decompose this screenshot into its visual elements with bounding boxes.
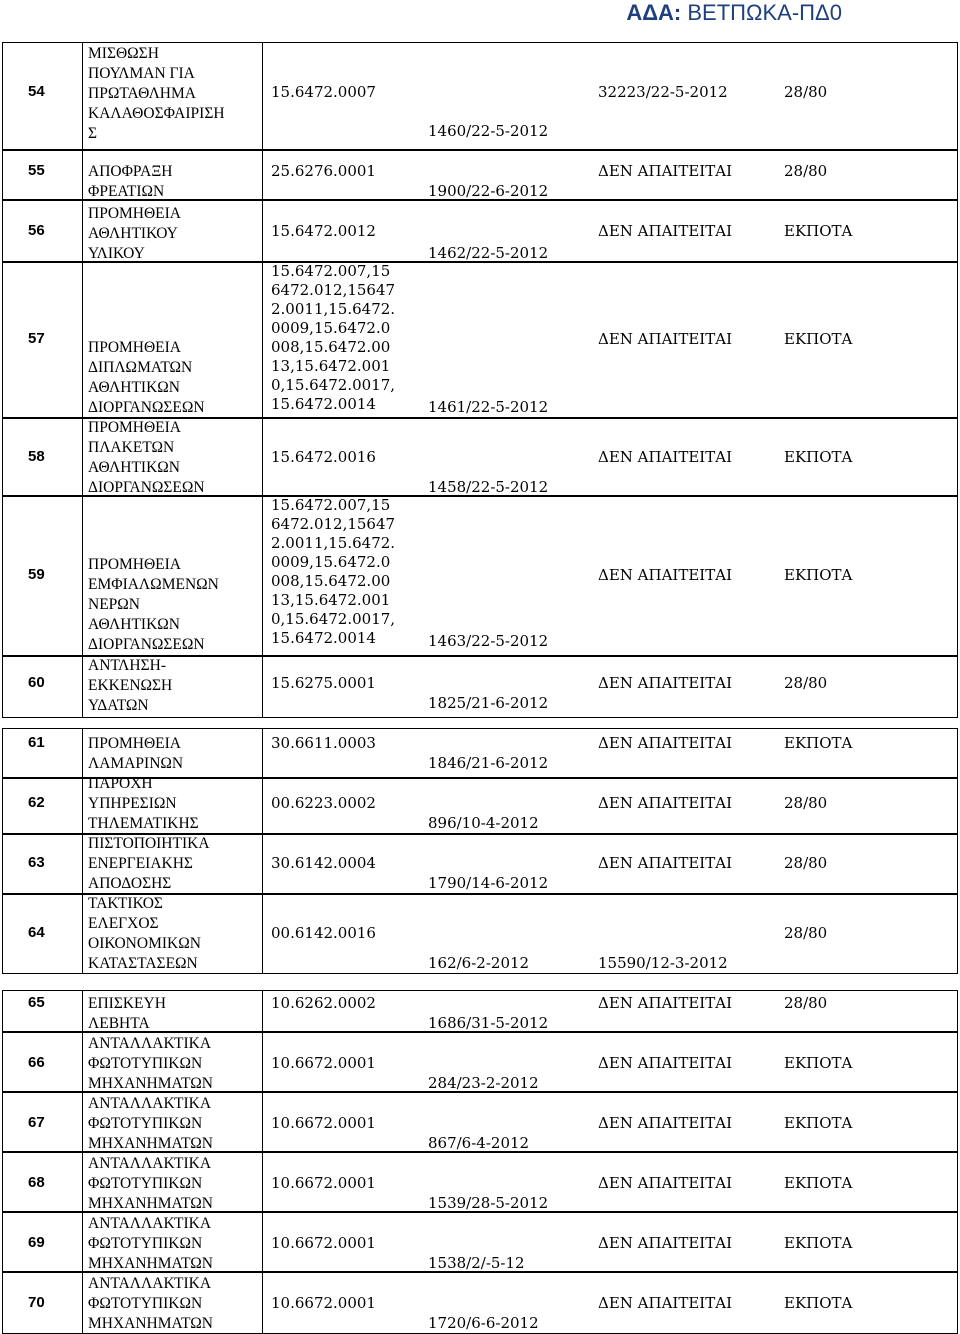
- row-number: 65: [28, 994, 45, 1011]
- row-number: 63: [28, 854, 45, 871]
- protocol-number: 1460/22-5-2012: [428, 122, 549, 140]
- status-value: ΕΚΠΟΤΑ: [784, 448, 853, 466]
- row-description: ΑΝΤΑΛΛΑΚΤΙΚΑ ΦΩΤΟΤΥΠΙΚΩΝ ΜΗΧΑΝΗΜΑΤΩΝ: [88, 1155, 213, 1212]
- decision-value: ΔΕΝ ΑΠΑΙΤΕΙΤΑΙ: [598, 854, 732, 872]
- decision-value: ΔΕΝ ΑΠΑΙΤΕΙΤΑΙ: [598, 1174, 732, 1192]
- protocol-number: 1458/22-5-2012: [428, 478, 549, 496]
- ada-value: ΒΕΤΠΩΚΑ-ΠΔ0: [687, 0, 842, 25]
- status-value: 28/80: [784, 854, 828, 872]
- decision-value: ΔΕΝ ΑΠΑΙΤΕΙΤΑΙ: [598, 1054, 732, 1072]
- budget-code: 10.6262.0002: [271, 994, 376, 1012]
- budget-code: 00.6142.0016: [271, 924, 376, 942]
- budget-code: 15.6472.007,15 6472.012,15647 2.0011,15.6472. 0009,15.6472.0 008,15.6472.00 13,15.6472.001 0,15.6472.0017, 15.6472.0014: [271, 496, 396, 647]
- row-number: 62: [28, 794, 45, 811]
- decision-value: ΔΕΝ ΑΠΑΙΤΕΙΤΑΙ: [598, 566, 732, 584]
- protocol-number: 1686/31-5-2012: [428, 1014, 549, 1032]
- decision-value: ΔΕΝ ΑΠΑΙΤΕΙΤΑΙ: [598, 162, 732, 180]
- budget-code: 10.6672.0001: [271, 1114, 376, 1132]
- ada-label: ΑΔΑ:: [626, 0, 682, 25]
- row-description: ΑΠΟΦΡΑΞΗ ΦΡΕΑΤΙΩΝ: [88, 163, 173, 200]
- decision-value: ΔΕΝ ΑΠΑΙΤΕΙΤΑΙ: [598, 794, 732, 812]
- protocol-number: 1463/22-5-2012: [428, 632, 549, 650]
- row-number: 70: [28, 1294, 45, 1311]
- row-description: ΑΝΤΑΛΛΑΚΤΙΚΑ ΦΩΤΟΤΥΠΙΚΩΝ ΜΗΧΑΝΗΜΑΤΩΝ: [88, 1215, 213, 1272]
- row-number: 55: [28, 162, 45, 179]
- status-value: 28/80: [784, 794, 828, 812]
- row-description: ΠΡΟΜΗΘΕΙΑ ΕΜΦΙΑΛΩΜΕΝΩΝ ΝΕΡΩΝ ΑΘΛΗΤΙΚΩΝ ΔΙΟΡΓΑΝΩΣΕΩΝ: [88, 556, 219, 653]
- budget-code: 15.6472.007,15 6472.012,15647 2.0011,15.6472. 0009,15.6472.0 008,15.6472.00 13,15.6472.001 0,15.6472.0017, 15.6472.0014: [271, 262, 396, 413]
- row-number: 60: [28, 674, 45, 691]
- budget-code: 15.6472.0016: [271, 448, 376, 466]
- decision-value: ΔΕΝ ΑΠΑΙΤΕΙΤΑΙ: [598, 994, 732, 1012]
- status-value: ΕΚΠΟΤΑ: [784, 1294, 853, 1312]
- row-description: ΠΡΟΜΗΘΕΙΑ ΔΙΠΛΩΜΑΤΩΝ ΑΘΛΗΤΙΚΩΝ ΔΙΟΡΓΑΝΩΣΕΩΝ: [88, 339, 205, 416]
- row-number: 56: [28, 222, 45, 239]
- status-value: ΕΚΠΟΤΑ: [784, 330, 853, 348]
- budget-code: 30.6611.0003: [271, 734, 376, 752]
- decision-value: 32223/22-5-2012: [598, 83, 728, 101]
- status-value: ΕΚΠΟΤΑ: [784, 222, 853, 240]
- protocol-number: 1462/22-5-2012: [428, 244, 549, 262]
- budget-code: 15.6472.0007: [271, 83, 376, 101]
- status-value: 28/80: [784, 83, 828, 101]
- decision-value: ΔΕΝ ΑΠΑΙΤΕΙΤΑΙ: [598, 222, 732, 240]
- row-number: 66: [28, 1054, 45, 1071]
- budget-code: 10.6672.0001: [271, 1054, 376, 1072]
- protocol-number: 1539/28-5-2012: [428, 1194, 549, 1212]
- decision-value: ΔΕΝ ΑΠΑΙΤΕΙΤΑΙ: [598, 1114, 732, 1132]
- protocol-number: 284/23-2-2012: [428, 1074, 539, 1092]
- status-value: ΕΚΠΟΤΑ: [784, 1174, 853, 1192]
- row-description: ΠΡΟΜΗΘΕΙΑ ΑΘΛΗΤΙΚΟΥ ΥΛΙΚΟΥ: [88, 205, 181, 262]
- budget-code: 25.6276.0001: [271, 162, 376, 180]
- row-number: 69: [28, 1234, 45, 1251]
- row-description: ΕΠΙΣΚΕΥΗ ΛΕΒΗΤΑ: [88, 995, 166, 1032]
- budget-code: 10.6672.0001: [271, 1294, 376, 1312]
- budget-code: 10.6672.0001: [271, 1234, 376, 1252]
- protocol-number: 162/6-2-2012: [428, 954, 530, 972]
- decision-value: ΔΕΝ ΑΠΑΙΤΕΙΤΑΙ: [598, 674, 732, 692]
- status-value: 28/80: [784, 674, 828, 692]
- decision-value: ΔΕΝ ΑΠΑΙΤΕΙΤΑΙ: [598, 330, 732, 348]
- row-description: ΑΝΤΑΛΛΑΚΤΙΚΑ ΦΩΤΟΤΥΠΙΚΩΝ ΜΗΧΑΝΗΜΑΤΩΝ: [88, 1095, 213, 1152]
- row-number: 67: [28, 1114, 45, 1131]
- status-value: ΕΚΠΟΤΑ: [784, 1054, 853, 1072]
- row-description: ΠΑΡΟΧΗ ΥΠΗΡΕΣΙΩΝ ΤΗΛΕΜΑΤΙΚΗΣ: [88, 775, 199, 832]
- status-value: 28/80: [784, 994, 828, 1012]
- row-description: ΑΝΤΛΗΣΗ- ΕΚΚΕΝΩΣΗ ΥΔΑΤΩΝ: [88, 657, 173, 714]
- row-number: 58: [28, 448, 45, 465]
- protocol-number: 1900/22-6-2012: [428, 182, 549, 200]
- status-value: 28/80: [784, 924, 828, 942]
- protocol-number: 1720/6-6-2012: [428, 1314, 539, 1332]
- row-number: 68: [28, 1174, 45, 1191]
- budget-code: 15.6275.0001: [271, 674, 376, 692]
- row-number: 59: [28, 566, 45, 583]
- protocol-number: 1825/21-6-2012: [428, 694, 549, 712]
- row-description: ΠΡΟΜΗΘΕΙΑ ΛΑΜΑΡΙΝΩΝ: [88, 735, 184, 772]
- row-description: ΜΙΣΘΩΣΗ ΠΟΥΛΜΑΝ ΓΙΑ ΠΡΩΤΑΘΛΗΜΑ ΚΑΛΑΘΟΣΦΑΙΡΙΣΗ Σ: [88, 45, 225, 142]
- protocol-number: 1846/21-6-2012: [428, 754, 549, 772]
- protocol-number: 1461/22-5-2012: [428, 398, 549, 416]
- row-number: 61: [28, 734, 45, 751]
- budget-code: 10.6672.0001: [271, 1174, 376, 1192]
- row-description: ΑΝΤΑΛΛΑΚΤΙΚΑ ΦΩΤΟΤΥΠΙΚΩΝ ΜΗΧΑΝΗΜΑΤΩΝ: [88, 1275, 213, 1332]
- decision-value: ΔΕΝ ΑΠΑΙΤΕΙΤΑΙ: [598, 734, 732, 752]
- budget-code: 15.6472.0012: [271, 222, 376, 240]
- budget-code: 30.6142.0004: [271, 854, 376, 872]
- status-value: ΕΚΠΟΤΑ: [784, 734, 853, 752]
- row-description: ΤΑΚΤΙΚΟΣ ΕΛΕΓΧΟΣ ΟΙΚΟΝΟΜΙΚΩΝ ΚΑΤΑΣΤΑΣΕΩΝ: [88, 895, 201, 972]
- decision-value: ΔΕΝ ΑΠΑΙΤΕΙΤΑΙ: [598, 1294, 732, 1312]
- decision-value: ΔΕΝ ΑΠΑΙΤΕΙΤΑΙ: [598, 1234, 732, 1252]
- row-description: ΑΝΤΑΛΛΑΚΤΙΚΑ ΦΩΤΟΤΥΠΙΚΩΝ ΜΗΧΑΝΗΜΑΤΩΝ: [88, 1035, 213, 1092]
- row-number: 57: [28, 330, 45, 347]
- budget-code: 00.6223.0002: [271, 794, 376, 812]
- protocol-number: 1790/14-6-2012: [428, 874, 549, 892]
- row-number: 64: [28, 924, 45, 941]
- protocol-number: 867/6-4-2012: [428, 1134, 530, 1152]
- protocol-number: 896/10-4-2012: [428, 814, 539, 832]
- status-value: ΕΚΠΟΤΑ: [784, 1234, 853, 1252]
- status-value: ΕΚΠΟΤΑ: [784, 1114, 853, 1132]
- row-number: 54: [28, 83, 45, 100]
- protocol-number: 1538/2/-5-12: [428, 1254, 525, 1272]
- decision-value: ΔΕΝ ΑΠΑΙΤΕΙΤΑΙ: [598, 448, 732, 466]
- row-description: ΠΙΣΤΟΠΟΙΗΤΙΚΑ ΕΝΕΡΓΕΙΑΚΗΣ ΑΠΟΔΟΣΗΣ: [88, 835, 210, 892]
- decision-value: 15590/12-3-2012: [598, 954, 728, 972]
- document-ada-code: [626, 0, 842, 26]
- status-value: ΕΚΠΟΤΑ: [784, 566, 853, 584]
- row-description: ΠΡΟΜΗΘΕΙΑ ΠΛΑΚΕΤΩΝ ΑΘΛΗΤΙΚΩΝ ΔΙΟΡΓΑΝΩΣΕΩΝ: [88, 419, 205, 496]
- status-value: 28/80: [784, 162, 828, 180]
